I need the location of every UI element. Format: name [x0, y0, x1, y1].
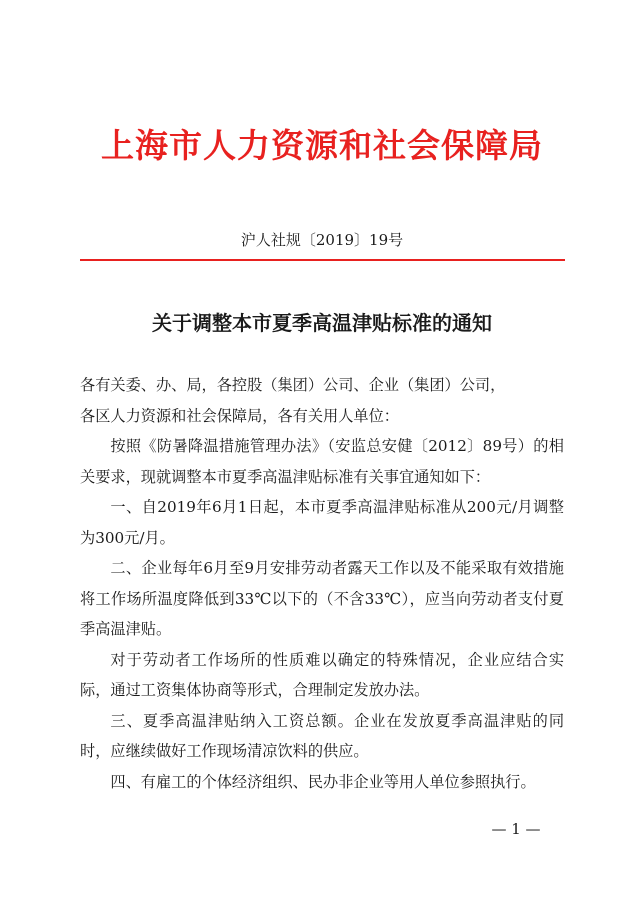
addressee-line: 各区人力资源和社会保障局，各有关用人单位：	[80, 406, 399, 425]
body-paragraph: 按照《防暑降温措施管理办法》（安监总安健〔2012〕89号）的相关要求，现就调整本市夏季高温津贴标准有关事宜通知如下：	[80, 437, 564, 486]
document-body	[80, 370, 564, 797]
body-paragraph: 四、有雇工的个体经济组织、民办非企业等用人单位参照执行。	[110, 772, 536, 791]
body-paragraph: 一、自2019年6月1日起，本市夏季高温津贴标准从200元/月调整为300元/月。	[80, 498, 564, 547]
document-title: 关于调整本市夏季高温津贴标准的通知	[152, 311, 492, 335]
body-paragraph: 对于劳动者工作场所的性质难以确定的特殊情况，企业应结合实际，通过工资集体协商等形式，合理制定发放办法。	[80, 650, 564, 699]
body-paragraph: 二、企业每年6月至9月安排劳动者露天工作以及不能采取有效措施将工作场所温度降低到33℃以下的（不含33℃），应当向劳动者支付夏季高温津贴。	[80, 559, 564, 638]
body-paragraph: 三、夏季高温津贴纳入工资总额。企业在发放夏季高温津贴的同时，应继续做好工作现场清凉饮料的供应。	[80, 711, 564, 760]
document-number: 沪人社规〔2019〕19号	[240, 231, 404, 249]
issuing-authority-header: 上海市人力资源和社会保障局	[101, 126, 543, 165]
addressee-line: 各有关委、办、局，各控股（集团）公司、企业（集团）公司，	[80, 376, 506, 394]
red-divider-line	[80, 259, 565, 261]
page-number: — 1 —	[491, 820, 541, 838]
